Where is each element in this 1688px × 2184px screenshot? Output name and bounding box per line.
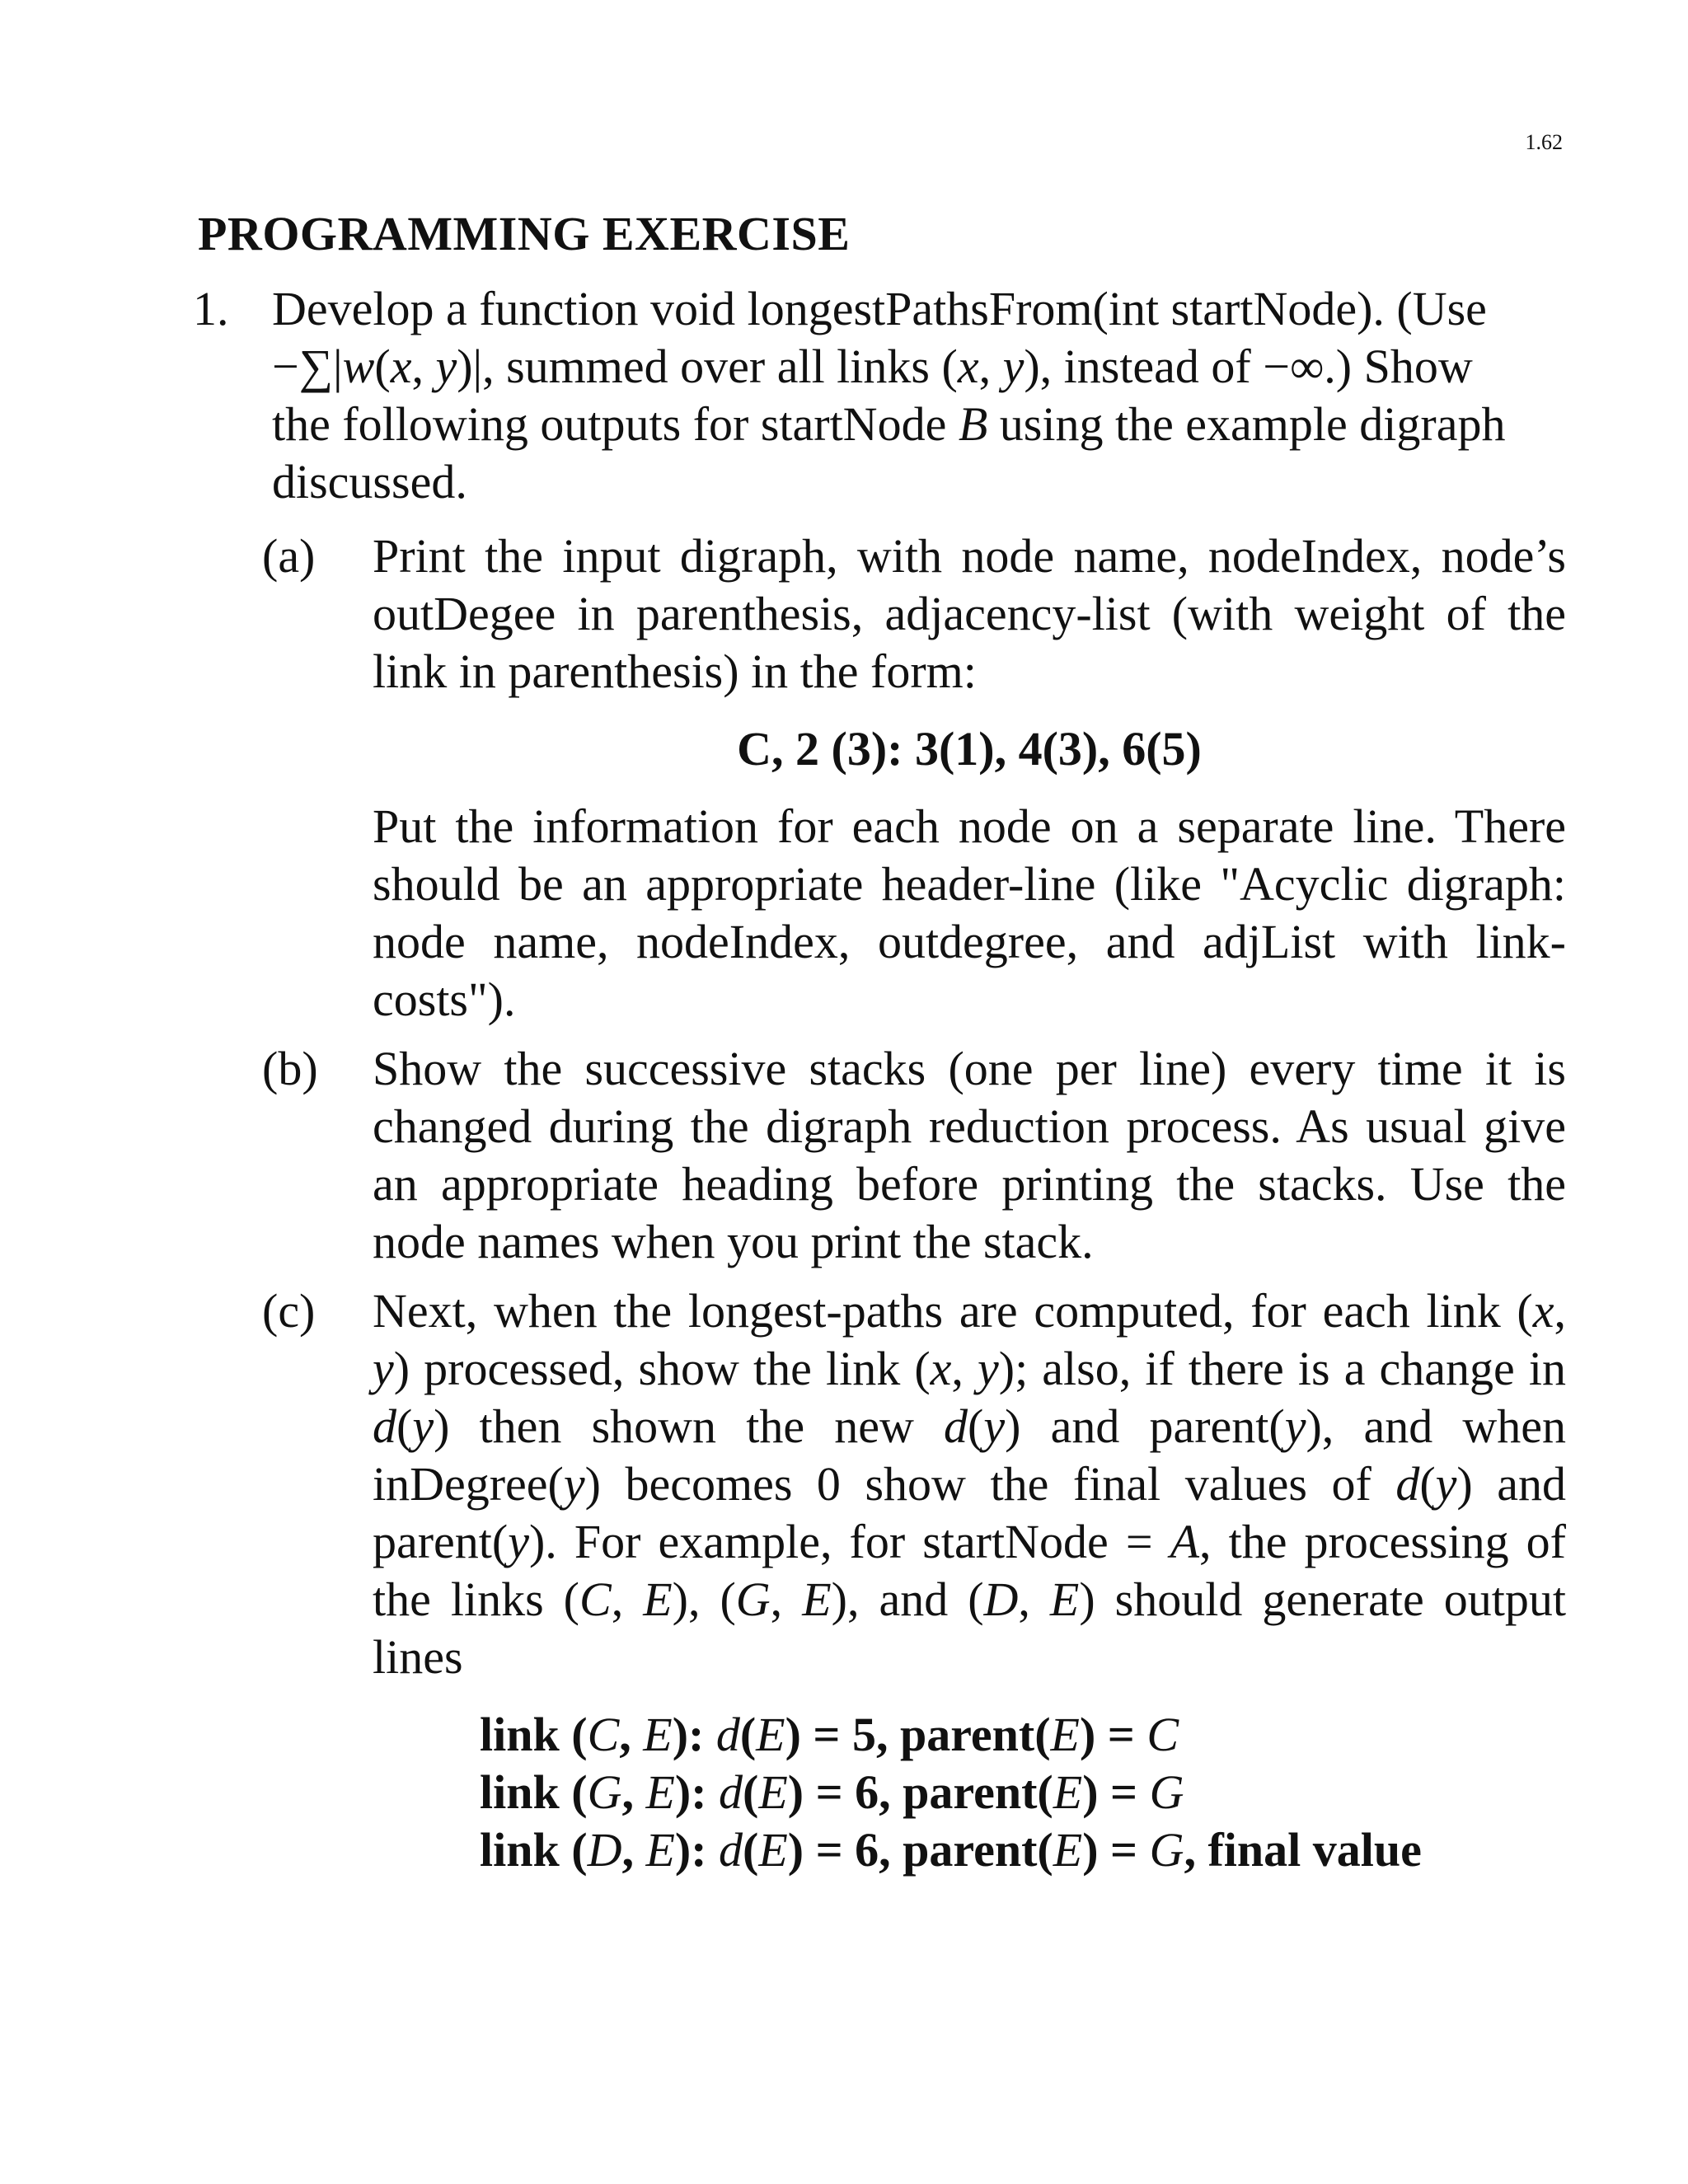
part-b-label: (b) xyxy=(262,1042,318,1095)
adjacency-example: C, 2 (3): 3(1), 4(3), 6(5) xyxy=(737,722,1202,776)
part-b xyxy=(262,1040,1566,1271)
part-a-text: Print the input digraph, with node name, nodeIndex, node’s outDegee in parenthesis, adjacency-list (with weight of the link in parenthesis) in the form: xyxy=(373,529,1566,698)
intro-line-2: −∑|w(x, y)|, summed over all links (x, y), instead of −∞.) Show xyxy=(272,340,1473,393)
part-a-label: (a) xyxy=(262,529,316,583)
output-line: link (G, E): d(E) = 6, parent(E) = G xyxy=(480,1765,1184,1819)
page-number: 1.62 xyxy=(1525,130,1563,154)
part-c-label: (c) xyxy=(262,1284,316,1338)
output-line: link (C, E): d(E) = 5, parent(E) = C xyxy=(480,1708,1179,1761)
exercise-number: 1. xyxy=(193,282,229,335)
intro-line-3: the following outputs for startNode B using the example digraph xyxy=(272,397,1506,451)
part-c xyxy=(262,1282,1567,1879)
part-b-text: Show the successive stacks (one per line) every time it is changed during the digraph reduction process. As usual give an appropriate heading before printing the stacks. Use the node names when you print the stack. xyxy=(373,1042,1566,1268)
part-a xyxy=(262,527,1566,1029)
output-line: link (D, E): d(E) = 6, parent(E) = G, final value xyxy=(480,1823,1422,1877)
part-c-text: Next, when the longest-paths are computed, for each link (x, y) processed, show the link (x, y); also, if there is a change in d(y) then shown the new d(y) and parent(y), and when inDegree(y) becomes 0 show the final values of d(y) and parent(y). For example, for startNode = A, the processing of the links (C, E), (G, E), and (D, E) should generate output lines xyxy=(373,1284,1567,1684)
exercise-1 xyxy=(193,280,1567,1879)
exercise-intro xyxy=(272,280,1566,511)
intro-line-4: discussed. xyxy=(272,455,467,509)
section-heading: PROGRAMMING EXERCISE xyxy=(198,207,851,260)
output-lines xyxy=(480,1706,1566,1879)
intro-line-1: Develop a function void longestPathsFrom(int startNode). (Use xyxy=(272,282,1487,335)
part-a-text-2: Put the information for each node on a separate line. There should be an appropriate header-line (like "Acyclic digraph: node name, nodeIndex, outdegree, and adjList with link-costs"). xyxy=(373,799,1566,1026)
